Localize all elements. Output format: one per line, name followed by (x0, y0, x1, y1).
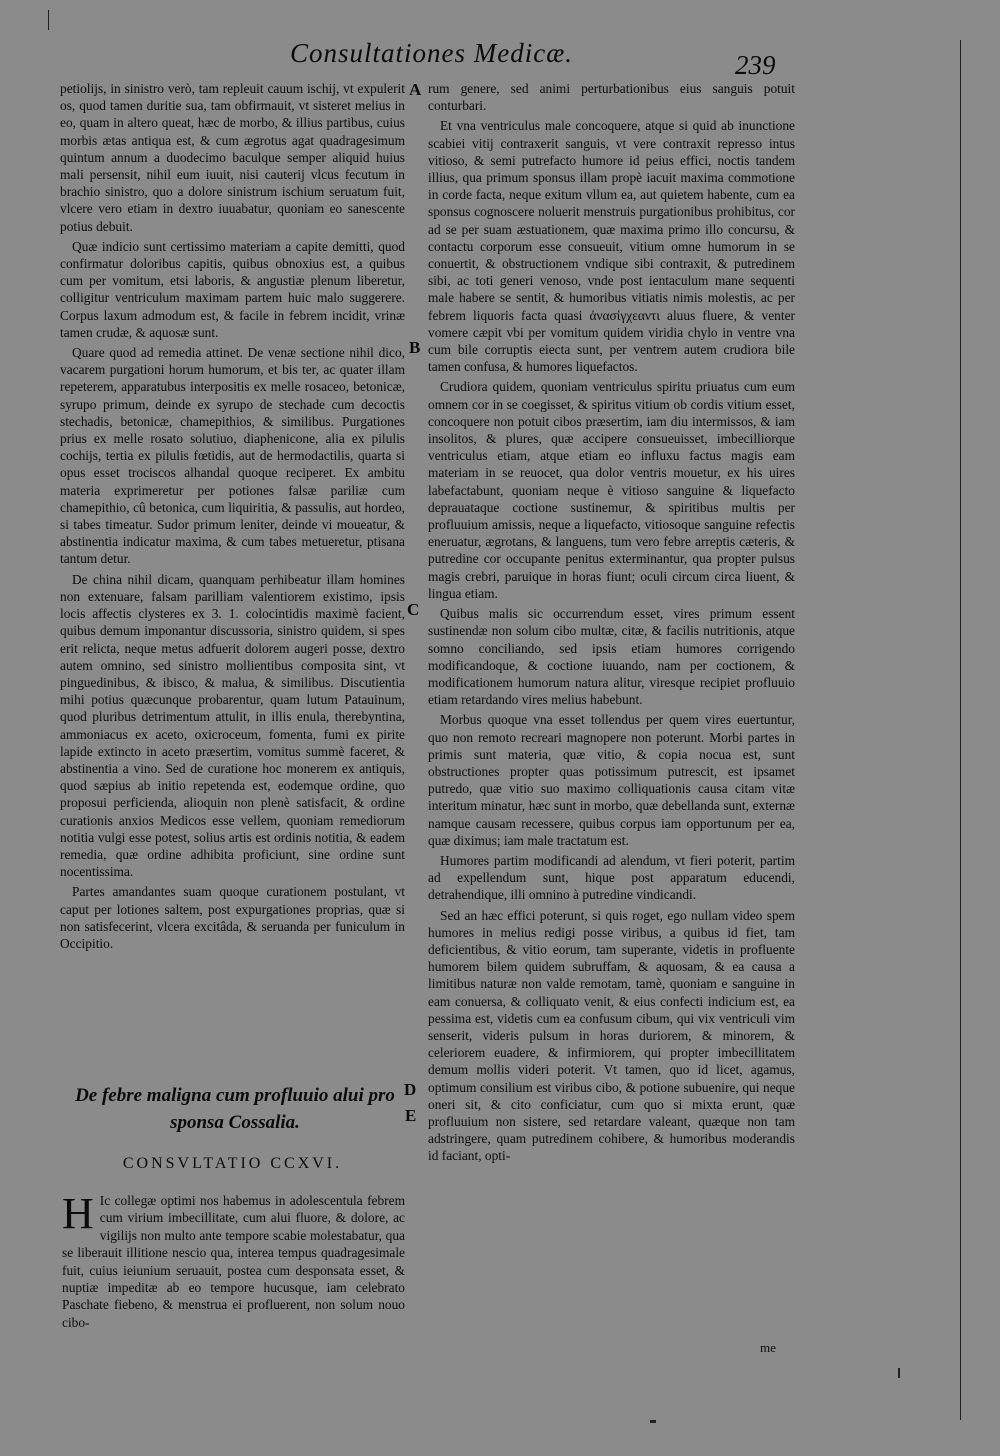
paragraph: Et vna ventriculus male concoquere, atque si quid ab inunctione scabiei vitij contraxerit sanguis, vt vere contraxit represso intus vitioso, & semi putrefacto humore id peius effici, noctis tandem illius, qua primum sponsus illam propè iacuit maxima commotione in corde facta, neque exitum vllum ea, aut quietem habente, cum ea sponsus cognoscere noluerit menstruis purgationibus prohibitus, cor ad se per suam æstuationem, quæ maxima primo illo concursu, & contactu corporum esse consueuit, vitium omne humorum in se conuertit, & obstructionem vndique sibi contraxit, & putredinem sibi, ac toti generi venoso, vnde post ientaculum mane sequenti male habere se sentit, & humoribus vitiatis nimis molestis, ac per febrem liquoris facta quasi ἀνασίγχεαντι aluus fluere, & venter vomere cæpit vbi per vomitum quidem viridia chylo in ventre vna cum bile corruptis eiecta sunt, per ventrem autem crudiora bile tamen confusa, & humores liquefactos. (428, 118, 795, 375)
running-title: Consultationes Medicæ. (290, 38, 573, 68)
margin-letter-d: D (404, 1080, 417, 1099)
page-edge-line (960, 40, 961, 1420)
page-number: 239 (735, 50, 776, 80)
margin-letter-b: B (409, 338, 421, 357)
left-column (60, 80, 405, 955)
ink-speck (898, 1368, 900, 1378)
paragraph: Sed an hæc effici poterunt, si quis roget, ego nullam video spem humores in melius redigi posse viribus, a quibus id fiet, tam deficientibus, & vitio eorum, tam superante, videtis in profluente humorem bilem quidem subruffam, & aquosam, & ea causa a limitibus naturæ non valde remotam, tamè, quoniam e sanguine in eam conuersa, & colliquato venit, & eius confecti indicium est, ea pessima est, videtis cum ea confusum cibum, qui vix ventriculi vim senserit, videris pulsum in horas duriorem, & minorem, & celeriorem euadere, & infirmiorem, qui propter imbecillitatem demum mollis videri poterit. Vt tamen, quo id licet, agamus, optimum consilium est viribus cibo, & potione subuenire, qui neque oneri sit, & cito conficiatur, cum quo si mixta erunt, quæ profluuium non sistere, sed retardare valeant, quæque non tam adstringere, quam putredinem cohibere, & humoribus moderandis id faciant, opti- (428, 907, 795, 1164)
drop-cap: H (62, 1189, 94, 1238)
consultation-label: CONSVLTATIO CCXVI. (122, 1155, 343, 1172)
right-column (428, 80, 795, 1168)
paragraph: Crudiora quidem, quoniam ventriculus spiritu priuatus cum eum omnem cor in se coegisset, & spiritus vitium ob cordis vitium esset, concoquere non potuit cibos præsertim, iam diu intermissos, & iam insolitos, & plures, quæ accipere consueuisset, imbecilliorque ventriculus etiam, atque etiam eo influxu factus magis eam materiam in se reuocet, qua dolor ventris mouetur, ex his uires labefactabunt, quoniam neque è vitioso sanguine & liquefacto deprauataque coctione sustinemur, & spiritibus multis per profluuium amissis, neque a liquefacto, vitiosoque sanguine refectis eneruatur, ægrotans, & languens, tum vero febre arreptis cæteris, & putredine cor occupante penitus exterminantur, qua propter pulsus magis crebri, paruique in horas fiunt; oculi circum circa liuent, & lingua etiam. (428, 379, 795, 601)
consultation-body (62, 1189, 405, 1331)
catchword: me (760, 1340, 776, 1355)
paragraph: De china nihil dicam, quanquam perhibeatur illam homines non extenuare, falsam parilliam valentiorem existimo, ipsis locis affectis clysteres ex 3. 1. colocintidis maximè facient, quibus demum imponantur discussoria, sinistro quidem, si spes erit relicta, neque metus adfuerit dolorem augeri posse, dextro autem omnino, sed sinistro mollientibus composita sint, vt pinguedinibus, & ibisco, & malua, & similibus. Discutientia mihi potius quæcunque probarentur, quam lutum Patauinum, quod pluribus detrimentum attulit, in illis enula, therebyntina, ammoniacus ex aceto, oxicroceum, fomenta, fumi ex pirite lapide extincto in aceto præsertim, vomitus summè faceret, & abstinentia a vino. Sed de curatione hoc monerem ex antiquis, quod sæpius ab initio repetenda est, eodemque ordine, quo proposui perficienda, alioquin non plenè satisfacit, & ordine curationis anxios Medicos esse vellem, quoniam remediorum notitia vulgi esse potest, solius artis est ordinis notitia, & eadem remedia, quæ ordine adhibita proficiunt, sine ordine sunt nocentissima. (60, 571, 405, 880)
consultation-text: Ic collegæ optimi nos habemus in adolescentula febrem cum virium imbecillitate, cum alui fluore, & dolore, ac vigilijs non multo ante tempore scabie molestabatur, qua se liberauit illitione nescio qua, interea tempus quadragesimale fuit, cuius ieiunium seruauit, postea cum desponsata esset, & nuptiæ impeditæ ab eo tempore hucusque, iam celebrato Paschate fiebeno, & menstrua ei profluerent, non solum nouo cibo- (62, 1193, 405, 1330)
margin-letter-c: C (407, 600, 420, 619)
paragraph: Quare quod ad remedia attinet. De venæ sectione nihil dico, vacarem purgationi horum humorum, et bis ter, ac quater illam repeterem, apparatubus interpositis ex melle rosaceo, betonicæ, syrupo primum, deinde ex syrupo de stechade cum decoctis stechadis, betonicæ, chamepithios, & similibus. Purgationes prius ex melle rosato solutiuo, diaphenicone, alia ex pilulis cochijs, tertia ex pilulis fœtidis, aut de hermodactilis, quarta si opus esset trociscos alhandal quoque reciperet. Ex ambitu materia exprimeretur per potiones falsæ pariliæ cum chamepithio, cû betonica, cum liquiritia, & passulis, aut hordeo, si tabes timeatur. Sudor primum leniter, deinde vi moueatur, & abstinentia indicatur maxima, & cum tabes metueretur, ptisana tantum detur. (60, 345, 405, 567)
paragraph: Quæ indicio sunt certissimo materiam a capite demitti, quod confirmatur doloribus capitis, quibus obnoxius est, a quibus cum per vomitum, etsi laboris, & angustiæ plenum liberetur, colligitur ventriculum maximam partem huic malo suggerere. Corpus laxum admodum est, & facile in febrem incidit, vrinæ tamen crudæ, & aquosæ sunt. (60, 238, 405, 340)
paragraph: Partes amandantes suam quoque curationem postulant, vt caput per lotiones saltem, post expurgationes proprias, quæ si non satisfecerint, vlcera excitâda, & seruanda per funiculum in Occipitio. (60, 884, 405, 951)
paragraph: rum genere, sed animi perturbationibus eius sanguis potuit conturbari. (428, 81, 795, 114)
margin-letter-a: A (409, 80, 422, 99)
paragraph: Quibus malis sic occurrendum esset, vires primum essent sustinendæ non solum cibo multæ, citæ, & facilis nutritionis, atque somno conciliando, sed ipsis etiam humores corrigendo modificandoque, & coctione iuuando, nam per coctionem, & modificationem humorum natura alitur, viresque recipiet profluuio etiam retardando vires melius habebunt. (428, 606, 795, 708)
paragraph: petiolijs, in sinistro verò, tam repleuit cauum ischij, vt expulerit os, quod tamen duritie sua, tam obfirmauit, vt sisteret melius in eo, quam in altero queat, hæc de morbo, & illius partibus, cuius morbis ætas antiqua est, & cum ægrotus agat quadragesimum quintum annum a duodecimo baculque semper aliquid huius mali persensit, nihil eum iuuit, nisi cauterij vlcus fecutum in brachio sinistro, quo a dolore sinistrum ischium seruatum fuit, vlcere vero etiam in dextro iuuabatur, quoniam eo sanescente potius debuit. (60, 81, 405, 234)
section-heading: De febre maligna cum profluuio alui pro sponsa Cossalia. (75, 1085, 395, 1133)
binding-mark (48, 10, 49, 30)
ink-speck (650, 1420, 656, 1423)
paragraph: Morbus quoque vna esset tollendus per quem vires euertuntur, quo non remoto recreari magnopere non poterunt. Morbi partes in primis sunt materia, quæ vitio, & copia nocua est, sunt obstructiones propter quas potissimum putrescit, est ipsamet putredo, quæ vitio suo maximo colliquationis causa citam vitæ interitum minatur, hæc sunt in morbo, quæ debellanda sunt, externæ namque causam recessere, quibus corpus iam opportunum per ea, quæ diximus; iam male tractatum est. (428, 712, 795, 848)
paragraph: Humores partim modificandi ad alendum, vt fieri poterit, partim ad expellendum sunt, hique post apparatum educendi, detrahendique, illi omnino à putredine vindicandi. (428, 852, 795, 903)
margin-letter-e: E (405, 1106, 417, 1125)
